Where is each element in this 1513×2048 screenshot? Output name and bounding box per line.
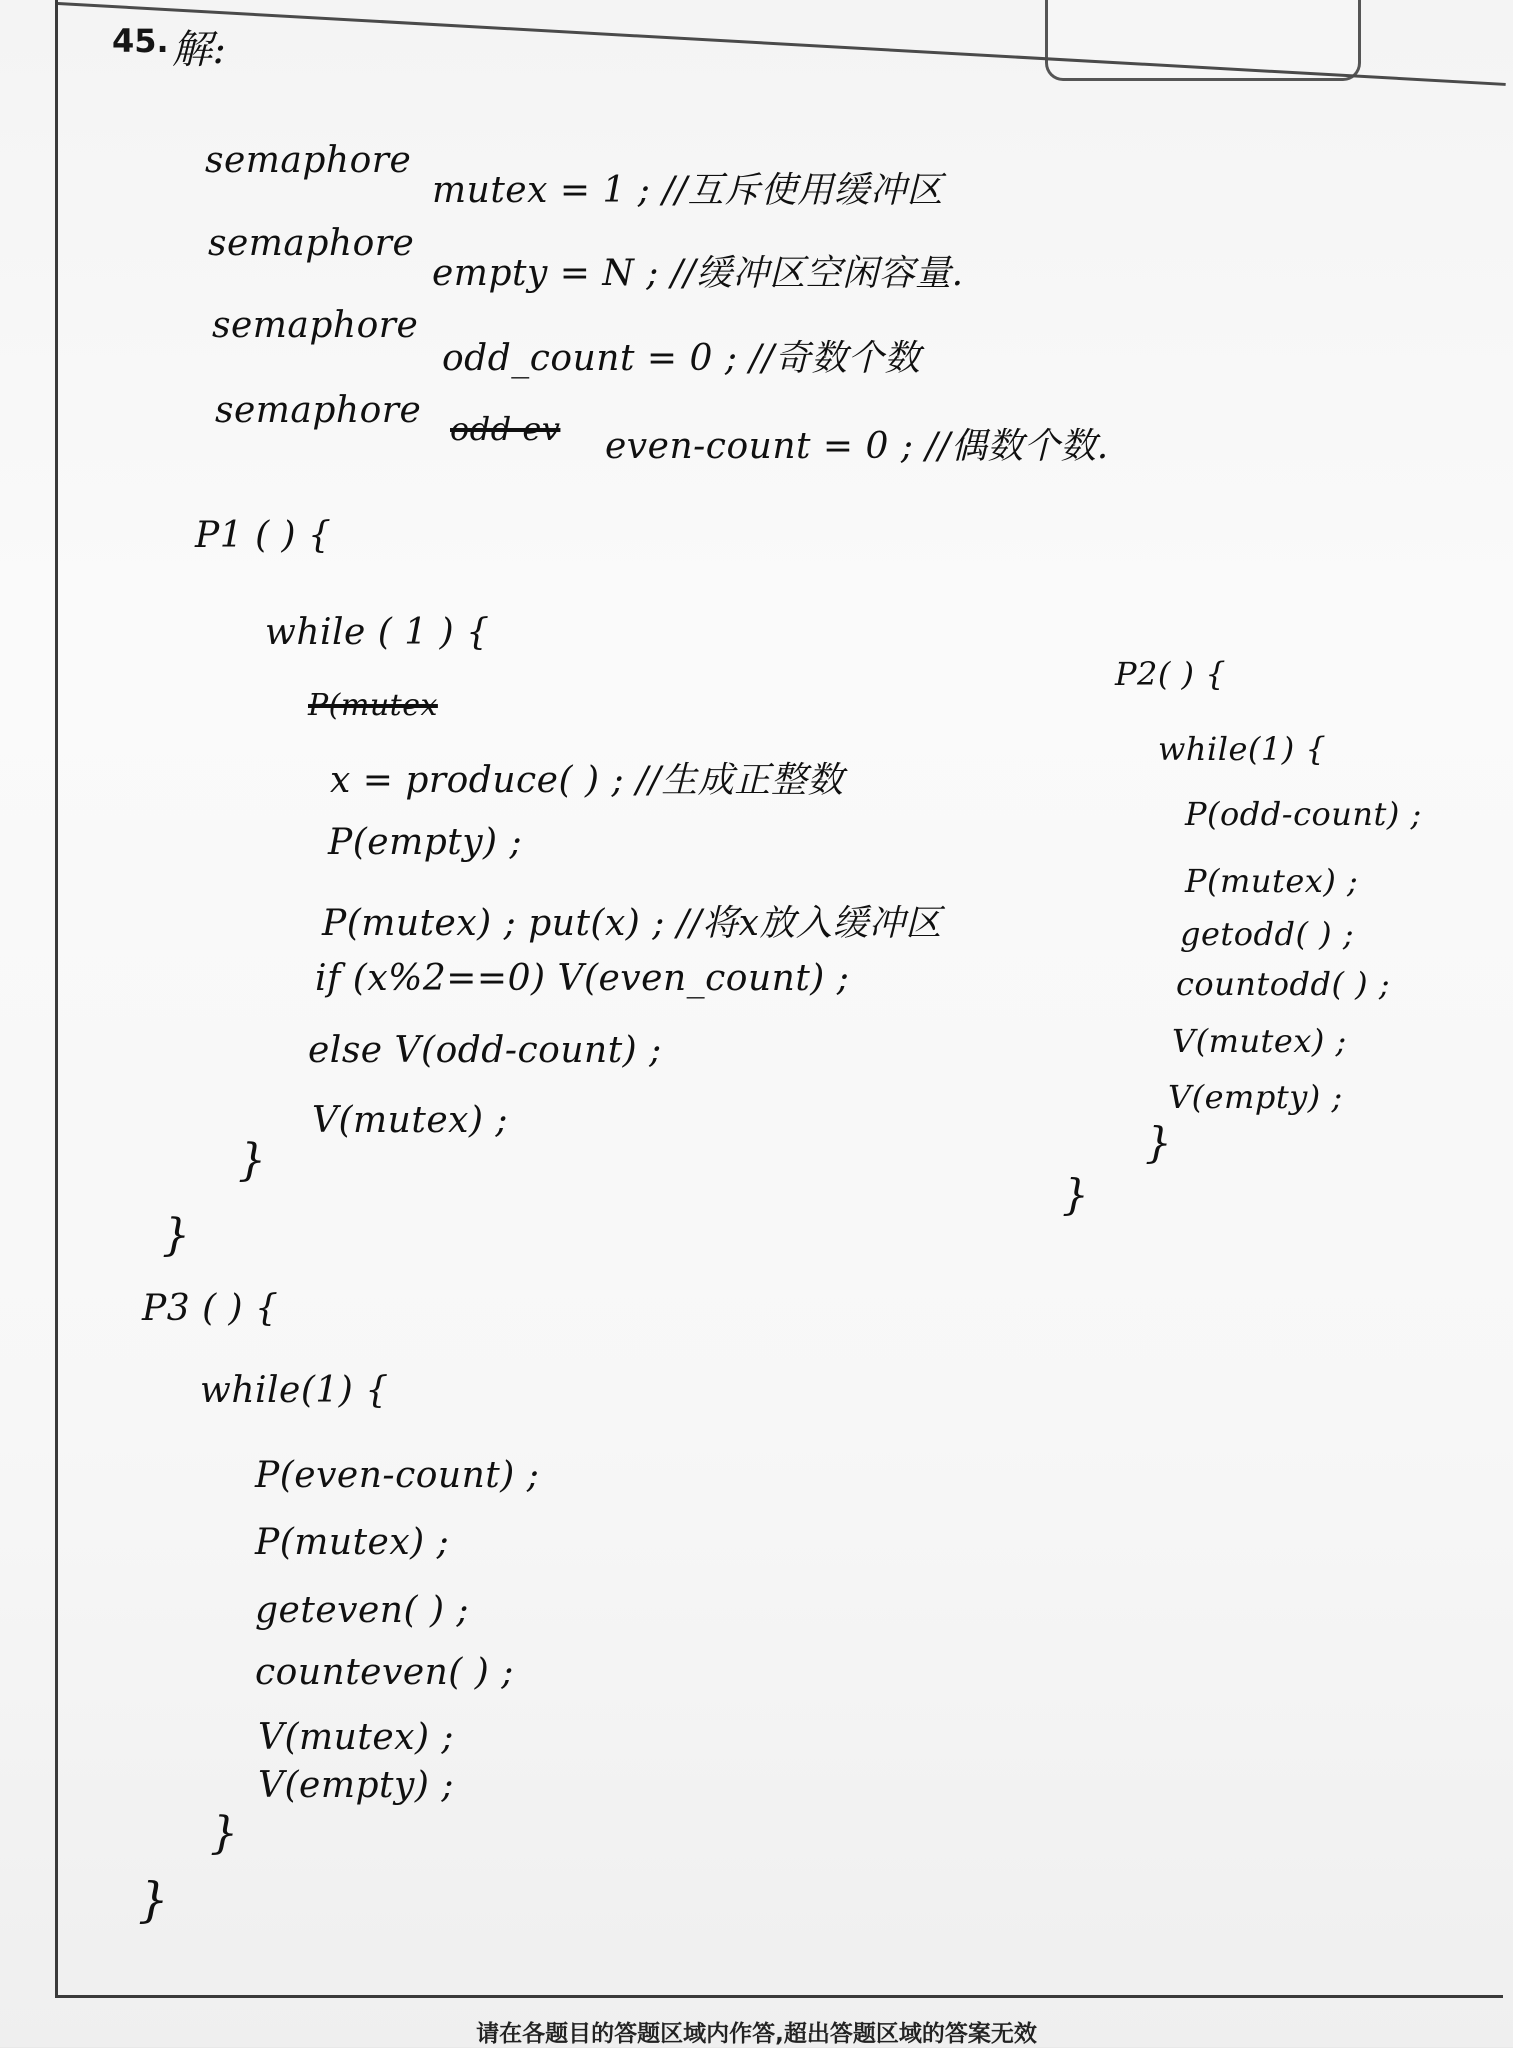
p3-line-6: V(empty) ; xyxy=(258,1765,454,1806)
p2-line-5: V(mutex) ; xyxy=(1172,1022,1347,1060)
p2-line-2: P(mutex) ; xyxy=(1185,862,1359,900)
decl-3-text: odd_count = 0 ; //奇数个数 xyxy=(442,338,921,379)
p2-line-3: getodd( ) ; xyxy=(1180,915,1355,953)
p1-line-1: x = produce( ) ; //生成正整数 xyxy=(330,760,844,801)
p1-while: while ( 1 ) { xyxy=(265,612,490,653)
answer-label: 解: xyxy=(172,27,227,73)
p3-line-3: geteven( ) ; xyxy=(255,1590,470,1631)
p3-line-2: P(mutex) ; xyxy=(255,1522,450,1563)
p3-line-5: V(mutex) ; xyxy=(258,1717,455,1758)
p2-header: P2( ) { xyxy=(1115,655,1227,693)
p3-line-4: counteven( ) ; xyxy=(255,1652,514,1693)
p2-line-4: countodd( ) ; xyxy=(1176,965,1391,1003)
p1-line-2: P(empty) ; xyxy=(328,822,523,863)
footer-notice: 请在各题目的答题区域内作答,超出答题区域的答案无效 xyxy=(476,2021,1037,2047)
p2-close-inner: } xyxy=(1145,1118,1173,1167)
decl-4-keyword: semaphore xyxy=(215,390,422,431)
p3-line-1: P(even-count) ; xyxy=(255,1455,540,1496)
p1-line-6: V(mutex) ; xyxy=(312,1100,509,1141)
p1-line-5: else V(odd-count) ; xyxy=(308,1030,662,1071)
decl-2-text: empty = N ; //缓冲区空闲容量. xyxy=(432,253,964,294)
question-number: 45. xyxy=(112,22,169,60)
p3-while: while(1) { xyxy=(200,1370,389,1411)
p1-line-3: P(mutex) ; put(x) ; //将x放入缓冲区 xyxy=(322,903,942,944)
p2-close-outer: } xyxy=(1062,1170,1090,1219)
p1-header: P1 ( ) { xyxy=(195,515,332,556)
decl-1-text: mutex = 1 ; //互斥使用缓冲区 xyxy=(432,170,944,211)
p1-close-inner: } xyxy=(238,1135,267,1186)
decl-4-crossed: odd ev xyxy=(450,410,561,448)
p3-header: P3 ( ) { xyxy=(142,1288,279,1329)
p1-close-outer: } xyxy=(162,1210,191,1261)
p3-close-inner: } xyxy=(210,1808,239,1859)
p1-line-4: if (x%2==0) V(even_count) ; xyxy=(315,958,850,999)
p2-line-1: P(odd-count) ; xyxy=(1185,795,1422,833)
decl-1-keyword: semaphore xyxy=(205,140,412,181)
p2-while: while(1) { xyxy=(1158,730,1327,768)
p3-close-outer: } xyxy=(138,1872,170,1928)
p1-crossed: P(mutex xyxy=(308,688,438,723)
decl-4-text: even-count = 0 ; //偶数个数. xyxy=(605,426,1109,467)
decl-2-keyword: semaphore xyxy=(208,223,415,264)
decl-3-keyword: semaphore xyxy=(212,305,419,346)
p2-line-6: V(empty) ; xyxy=(1168,1078,1343,1116)
